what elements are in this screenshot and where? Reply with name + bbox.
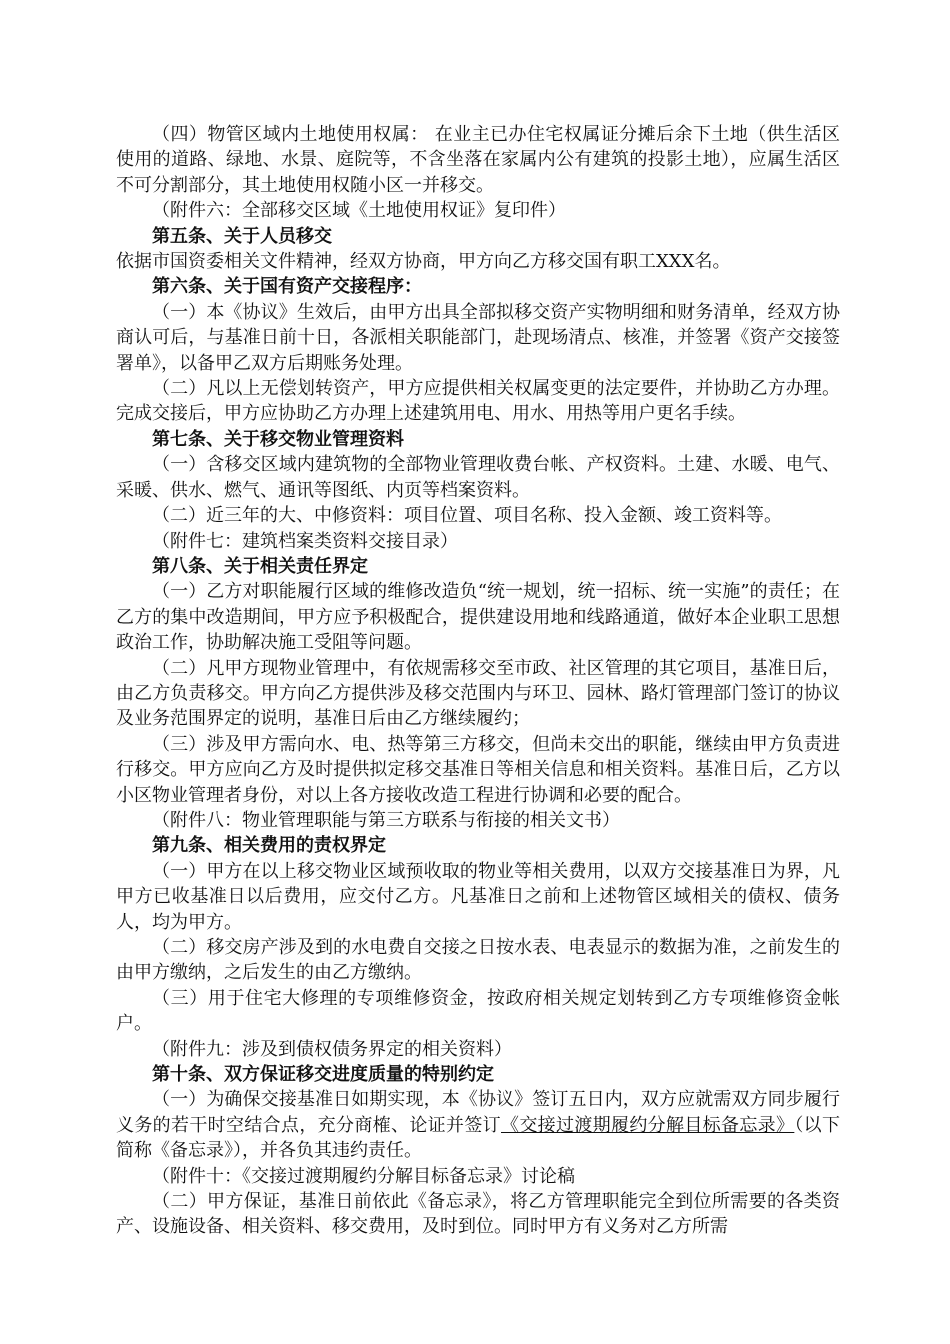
article-9-heading: 第九条、相关费用的责权界定	[152, 835, 386, 857]
memorandum-title: 《交接过渡期履约分解目标备忘录》	[501, 1114, 795, 1136]
paragraph-third-party-handover: （三）涉及甲方需向水、电、热等第三方移交，但尚未交出的职能，继续由甲方负责进行移交。甲方应向乙方及时提供拟定移交基准日等相关信息和相关资料。基准日后，乙方以小区物业管理者身份，对以上各方接收改造工程进行协调和必要的配合。	[116, 733, 840, 806]
article-7-heading: 第七条、关于移交物业管理资料	[152, 428, 404, 450]
paragraph-personnel-transfer: 依据市国资委相关文件精神，经双方协商，甲方向乙方移交国有职工XXX名。	[116, 251, 731, 273]
paragraph-utility-fees: （二）移交房产涉及到的水电费自交接之日按水表、电表显示的数据为准，之前发生的由甲方缴纳，之后发生的由乙方缴纳。	[116, 937, 840, 984]
document-page	[116, 122, 840, 1240]
annex-eight-note: （附件八：物业管理职能与第三方联系与衔接的相关文书）	[152, 809, 620, 831]
paragraph-maintenance-fund: （三）用于住宅大修理的专项维修资金，按政府相关规定划转到乙方专项维修资金帐户。	[116, 987, 840, 1035]
annex-nine-note: （附件九：涉及到债权债务界定的相关资料）	[152, 1038, 512, 1060]
paragraph-party-a-guarantee: （二）甲方保证，基准日前依此《备忘录》，将乙方管理职能完全到位所需要的各类资产、设施设备、相关资料、移交费用，及时到位。同时甲方有义务对乙方所需	[116, 1191, 840, 1238]
schedule-guarantee-tail: （以下简称《备忘录》），并各负其违约责任。	[116, 1114, 841, 1162]
article-5-heading: 第五条、关于人员移交	[152, 225, 332, 247]
paragraph-property-records: （一）含移交区域内建筑物的全部物业管理收费台帐、产权资料。土建、水暖、电气、采暖、供水、燃气、通讯等图纸、内页等档案资料。	[116, 454, 840, 501]
annex-ten-note: （附件十：《交接过渡期履约分解目标备忘录》讨论稿	[152, 1165, 575, 1187]
paragraph-land-use-rights: （四）物管区域内土地使用权属： 在业主已办住宅权属证分摊后余下土地（供生活区使用的道路、绿地、水景、庭院等，不含坐落在家属内公有建筑的投影土地），应属生活区不可分割部分，其土地使用权随小区一并移交。	[116, 124, 840, 196]
paragraph-prepaid-fees: （一）甲方在以上移交物业区域预收取的物业等相关费用，以双方交接基准日为界，凡甲方已收基准日以后费用，应交付乙方。凡基准日之前和上述物管区域相关的债权、债务人，均为甲方。	[116, 860, 840, 933]
schedule-guarantee-text: （一）为确保交接基准日如期实现，本《协议》签订五日内，双方应就需双方同步履行义务的若干时空结合点，充分商榷、论证并签订	[116, 1089, 840, 1136]
annex-six-note: （附件六：全部移交区域《土地使用权证》复印件）	[152, 200, 566, 222]
article-6-heading: 第六条、关于国有资产交接程序：	[152, 276, 422, 298]
article-10-heading: 第十条、双方保证移交进度质量的特别约定	[152, 1064, 494, 1086]
paragraph-repair-records: （二）近三年的大、中修资料：项目位置、项目名称、投入金额、竣工资料等。	[152, 505, 782, 527]
paragraph-unified-renovation: （一）乙方对职能履行区域的维修改造负“统一规划，统一招标、统一实施”的责任；在乙方的集中改造期间，甲方应予积极配合，提供建设用地和线路通道，做好本企业职工思想政治工作，协助解决施工受阻等问题。	[116, 581, 840, 654]
paragraph-asset-transfer-documents: （二）凡以上无偿划转资产，甲方应提供相关权属变更的法定要件，并协助乙方办理。完成交接后，甲方应协助乙方办理上述建筑用电、用水、用热等用户更名手续。	[116, 378, 840, 425]
annex-seven-note: （附件七：建筑档案类资料交接目录）	[152, 530, 458, 552]
article-8-heading: 第八条、关于相关责任界定	[152, 555, 368, 577]
paragraph-municipal-handover: （二）凡甲方现物业管理中，有依规需移交至市政、社区管理的其它项目，基准日后，由乙方负责移交。甲方向乙方提供涉及移交范围内与环卫、园林、路灯管理部门签订的协议及业务范围界定的说明，基准日后由乙方继续履约；	[116, 657, 840, 730]
paragraph-asset-inventory: （一）本《协议》生效后，由甲方出具全部拟移交资产实物明细和财务清单，经双方协商认可后，与基准日前十日，各派相关职能部门，赴现场清点、核准，并签署《资产交接签署单》，以备甲乙双方后期账务处理。	[116, 301, 840, 374]
paragraph-schedule-guarantee	[116, 1087, 840, 1163]
